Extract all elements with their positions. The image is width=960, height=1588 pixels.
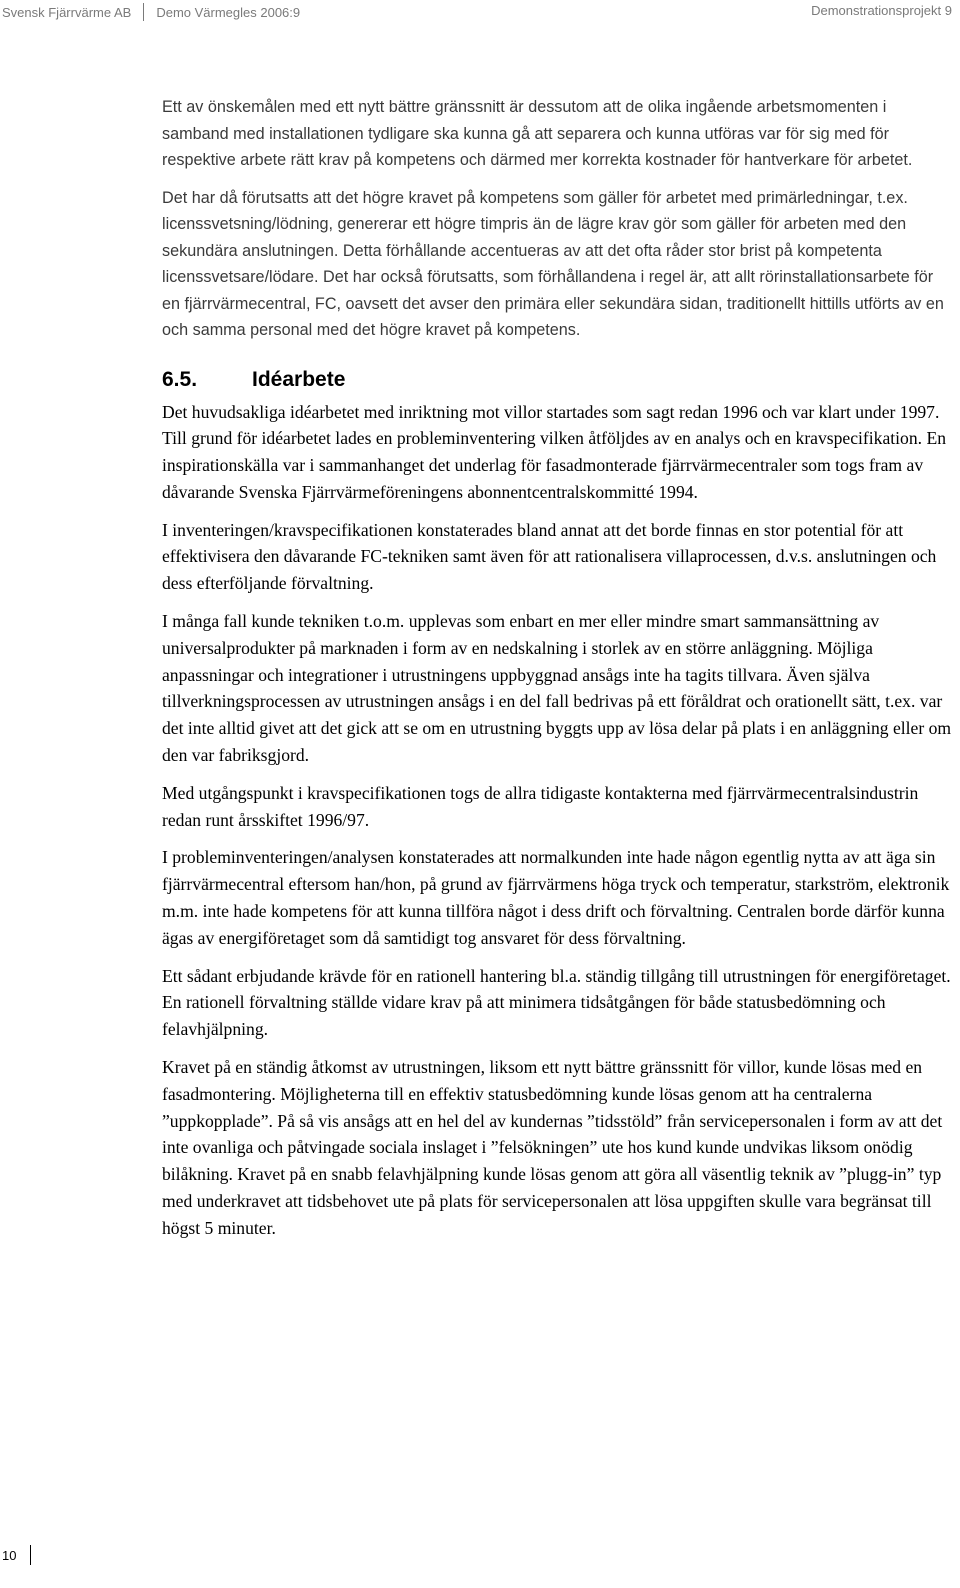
section-paragraph-1: Det huvudsakliga idéarbetet med inriktning mot villor startades som sagt redan 1996 och var klart under 1997. Till grund för idéarbetet lades en probleminventering vilken åtföljdes av en analys och en kravspecifikation. En inspirationskälla var i sammanhanget det underlag för fasadmonterade fjärrvärmecentraler som togs fram av dåvarande Svenska Fjärrvärmeföreningens abonnentcentralskommitté 1994. bbox=[162, 401, 946, 502]
page-footer bbox=[2, 1545, 31, 1565]
intro-paragraph-1: Ett av önskemålen med ett nytt bättre gränssnitt är dessutom att de olika ingående arbetsmomenten i samband med installationen tydligare ska kunna gå att separera och kunna utföras var för sig med för respektive arbete rätt krav på kompetens och därmed mer korrekta kostnader för hantverkare för arbetet. bbox=[162, 98, 913, 169]
intro-paragraph-2: Det har då förutsatts att det högre kravet på kompetens som gäller för arbetet med primärledningar, t.ex. licenssvetsning/lödning, genererar ett högre timpris än de lägre krav gör som gäller för arbeten med den sekundära anslutningen. Detta förhållande accentueras av att det ofta råder stor brist på kompetenta licenssvetsare/lödare. Det har också förutsatts, som förhållandena i regel är, att allt rörinstallationsarbete för en fjärrvärmecentral, FC, oavsett det avser den primära eller sekundära sidan, traditionellt hittills utförts av en och samma personal med det högre kravet på kompetens. bbox=[162, 188, 944, 339]
section-paragraph-4: Med utgångspunkt i kravspecifikationen togs de allra tidigaste kontakterna med fjärrvärmecentralsindustrin redan runt årsskiftet 1996/97. bbox=[162, 782, 919, 830]
header-left bbox=[2, 3, 300, 21]
section-paragraph-5: I probleminventeringen/analysen konstaterades att normalkunden inte hade någon egentlig nytta av att äga sin fjärrvärmecentral eftersom han/hon, på grund av fjärrvärmens höga tryck och temperatur, starkström, elektronik m.m. inte hade kompetens för att kunna tillföra något i dess drift och förvaltning. Centralen borde därför kunna ägas av energiföretaget som då samtidigt tog ansvaret för dess förvaltning. bbox=[162, 847, 950, 948]
header-divider bbox=[143, 3, 144, 21]
header-project: Demonstrationsprojekt 9 bbox=[811, 3, 952, 18]
footer-divider bbox=[30, 1545, 31, 1565]
page-number: 10 bbox=[2, 1547, 17, 1563]
page-header bbox=[0, 0, 960, 24]
section-paragraph-7: Kravet på en ständig åtkomst av utrustningen, liksom ett nytt bättre gränssnitt för villor, kunde lösas med en fasadmontering. Möjligheterna till en effektiv statusbedömning kunde lösas genom att ha centralerna ”uppkopplade”. På så vis ansågs att en hel del av kundernas ”tidsstöld” från servicepersonalen i form av att det inte ovanliga och påtvingade sociala inslaget i ”felsökningen” ute hos kund kunde undvikas liksom onödig bilåkning. Kravet på en snabb felavhjälpning kunde lösas genom att göra all väsentlig teknik av ”plugg-in” typ med underkravet att tidsbehovet ute på plats för servicepersonalen att lösa uppgiften skulle vara begränsat till högst 5 minuter. bbox=[162, 1057, 943, 1238]
header-report: Demo Värmegles 2006:9 bbox=[156, 4, 301, 20]
section-title: Idéarbete bbox=[252, 367, 346, 391]
section-paragraph-6: Ett sådant erbjudande krävde för en rationell hantering bl.a. ständig tillgång till utrustningen för energiföretaget. En rationell förvaltning ställde vidare krav på att minimera tidsåtgången för både statusbedömning och felavhjälpning. bbox=[162, 965, 951, 1040]
section-paragraph-2: I inventeringen/kravspecifikationen konstaterades bland annat att det borde finnas en stor potential för att effektivisera den dåvarande FC-tekniken samt även för att rationalisera villaprocessen, d.v.s. anslutningen och dess efterföljande förvaltning. bbox=[162, 519, 937, 594]
section-paragraph-3: I många fall kunde tekniken t.o.m. upplevas som enbart en mer eller mindre smart sammansättning av universalprodukter på marknaden i form av en nedskalning i storlek av en större anläggning. Möjliga anpassningar och integrationer i utrustningens uppbyggnad ansågs inte ha tagits tillvara. Även själva tillverkningsprocessen av utrustningen ansågs i en del fall bedrivas på ett föråldrat och orationellt sätt, t.ex. var det inte alltid givet att det gick att se om en utrustning byggts upp av lösa delar på plats i en anläggning eller om den var fabriksgjord. bbox=[162, 611, 952, 766]
header-company: Svensk Fjärrvärme AB bbox=[2, 4, 132, 20]
section-number: 6.5. bbox=[162, 367, 198, 391]
section-heading bbox=[162, 368, 952, 392]
document-body bbox=[162, 94, 952, 1242]
